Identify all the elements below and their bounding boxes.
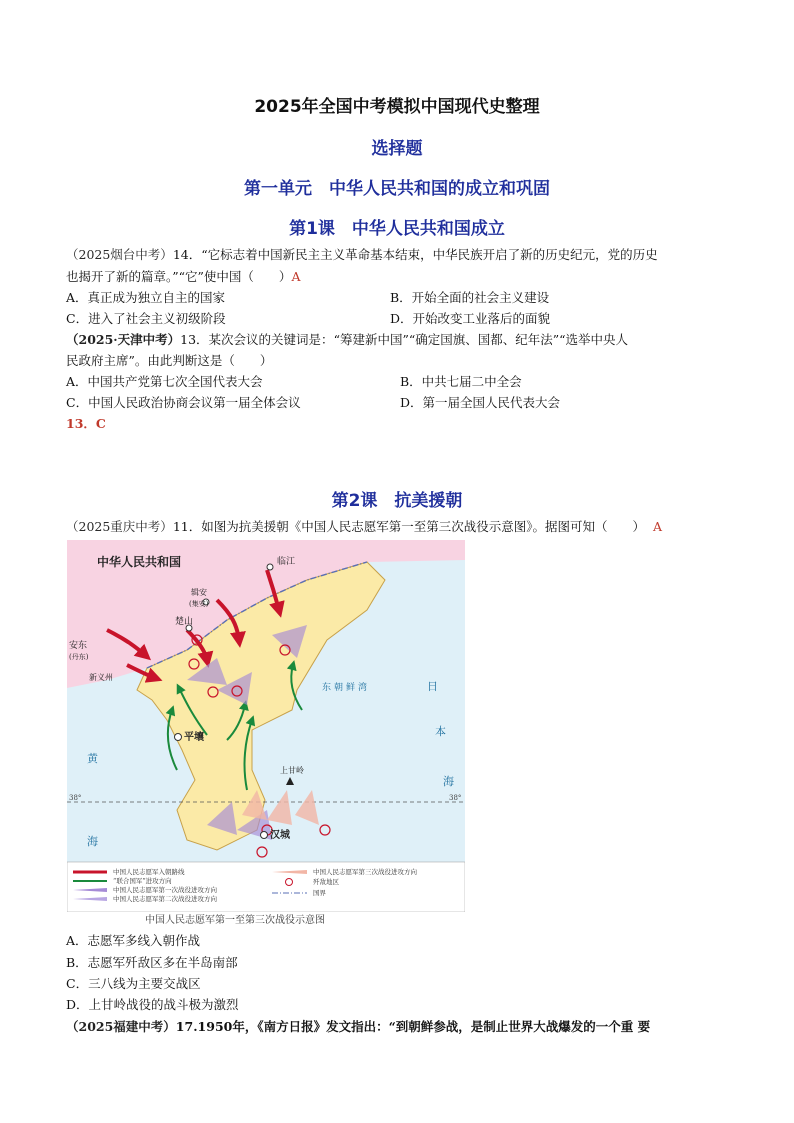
map-caption: 中国人民志愿军第一至第三次战役示意图	[145, 915, 325, 926]
question-13	[66, 330, 628, 350]
question-13-line2: 民政府主席”。由此判断这是（ ）	[66, 353, 273, 368]
question-source: （2025·天津中考）	[66, 332, 181, 347]
question-stem: 17.1950年，《南方日报》发文指出：“到朝鲜参战，是制止世界大战爆发的一个重 要	[175, 1019, 651, 1034]
question-stem: 14．“它标志着中国新民主主义革命基本结束，中华民族开启了新的历史纪元，党的历史	[172, 247, 658, 262]
yellow-sea-char-2: 海	[87, 835, 98, 848]
question-source: （2025重庆中考）	[66, 519, 173, 534]
question-14-line2	[66, 267, 300, 287]
option-b: B．中共七届二中全会	[400, 374, 522, 389]
option-b: B．志愿军歼敌区多在半岛南部	[66, 955, 238, 970]
question-11	[66, 517, 662, 537]
question-14	[66, 245, 658, 265]
chushan-label: 楚山	[175, 617, 194, 627]
xinyiju-label: 新义州	[89, 673, 113, 682]
document-title: 2025年全国中考模拟中国现代史整理	[254, 97, 540, 117]
linjiang-dot	[267, 564, 273, 570]
parallel-label-left: 38°	[69, 794, 82, 802]
option-d: D．上甘岭战役的战斗极为激烈	[66, 997, 239, 1012]
andong-alt-label: (丹东)	[69, 653, 89, 661]
answer-label: 13．C	[66, 416, 106, 431]
seoul-label: 汉城	[270, 830, 290, 841]
japan-sea-char-1: 日	[427, 680, 438, 693]
option-b: B．开始全面的社会主义建设	[390, 290, 550, 305]
korean-war-map	[67, 540, 465, 912]
pyongyang-label: 平壤	[184, 732, 204, 743]
legend-entry: 中国人民志愿军入朝路线	[113, 868, 185, 876]
option-a: A．中国共产党第七次全国代表大会	[66, 374, 263, 389]
answer-label: A	[291, 269, 301, 284]
lesson-1-heading: 第1课 中华人民共和国成立	[289, 219, 505, 239]
answer-label: A	[652, 519, 663, 534]
linjiang-label: 临江	[277, 557, 296, 567]
option-d: D．开始改变工业落后的面貌	[390, 311, 551, 326]
question-stem: 11．如图为抗美援朝《中国人民志愿军第一至第三次战役示意图》。据图可知（ ）	[172, 519, 645, 534]
question-17	[66, 1017, 650, 1037]
country-label: 中华人民共和国	[97, 555, 182, 569]
japan-sea-char-2: 本	[435, 725, 446, 738]
lesson-2-heading: 第2课 抗美援朝	[331, 491, 463, 511]
unit-heading: 第一单元 中华人民共和国的成立和巩固	[244, 179, 550, 199]
seoul-dot	[261, 832, 268, 839]
legend-entry: “联合国军”进攻方向	[113, 877, 172, 885]
east-sea-label: 东朝鲜湾	[322, 683, 371, 693]
legend-entry: 国界	[313, 889, 326, 897]
question-stem: 也揭开了新的篇章。”“它”使中国（ ）	[66, 269, 292, 284]
legend-entry: 歼敌地区	[313, 878, 339, 886]
yellow-sea-char-1: 黄	[87, 752, 98, 765]
option-c: C．中国人民政治协商会议第一届全体会议	[66, 395, 301, 410]
legend-entry: 中国人民志愿军第二次战役进攻方向	[113, 895, 217, 903]
shangganling-label: 上甘岭	[280, 766, 304, 775]
pyongyang-dot	[175, 734, 182, 741]
jian-label: 辑安	[191, 588, 207, 597]
section-heading: 选择题	[371, 139, 423, 159]
legend-entry: 中国人民志愿军第一次战役进攻方向	[113, 886, 217, 894]
japan-sea-char-3: 海	[443, 775, 454, 788]
question-stem: 13．某次会议的关键词是：“筹建新中国”“确定国旗、国都、纪年法”“选举中央人	[180, 332, 629, 347]
parallel-label-right: 38°	[449, 794, 462, 802]
question-source: （2025烟台中考）	[66, 247, 173, 262]
legend-entry: 中国人民志愿军第三次战役进攻方向	[313, 868, 417, 876]
option-c: C．三八线为主要交战区	[66, 976, 201, 991]
option-d: D．第一届全国人民代表大会	[400, 395, 561, 410]
option-c: C．进入了社会主义初级阶段	[66, 311, 226, 326]
question-source: （2025福建中考）	[66, 1019, 176, 1034]
option-a: A．真正成为独立自主的国家	[66, 290, 226, 305]
jian-alt-label: (集安)	[189, 600, 209, 608]
option-a: A．志愿军多线入朝作战	[66, 933, 201, 948]
andong-label: 安东	[69, 641, 88, 651]
